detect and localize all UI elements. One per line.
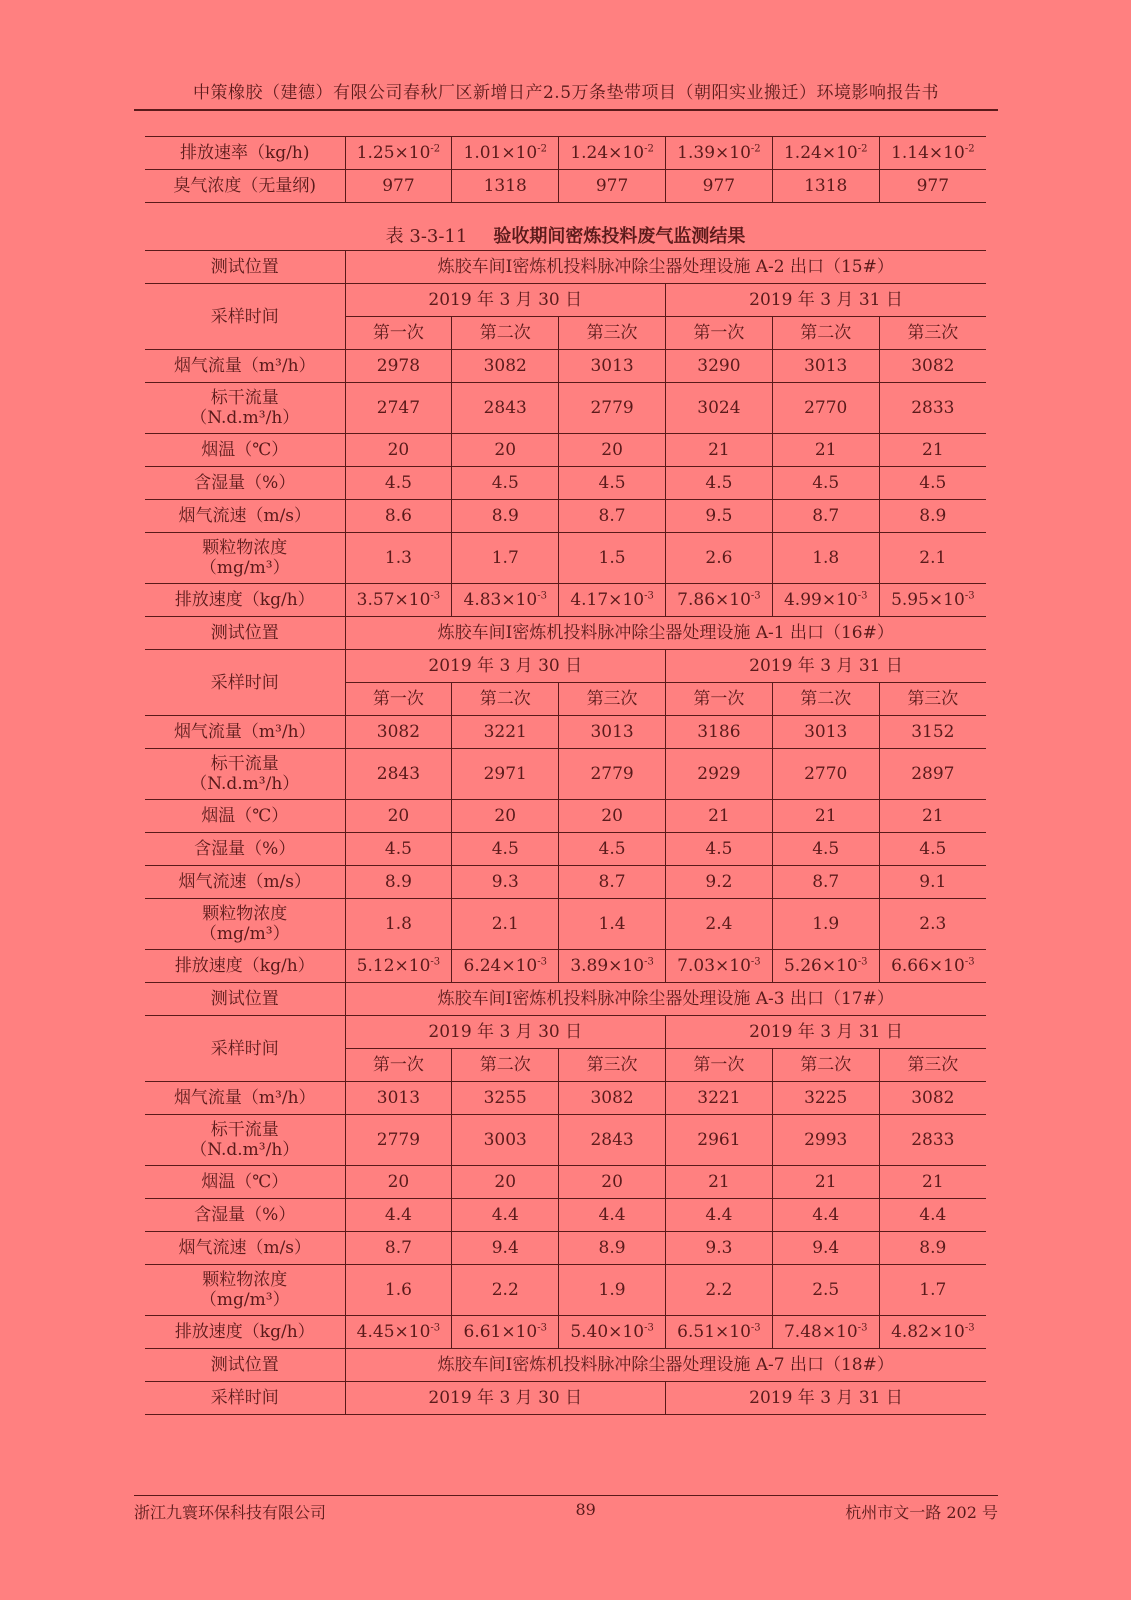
table-row [145,170,986,203]
value-cell: 2.2 [452,1265,559,1316]
table-row [145,1166,986,1199]
value-cell: $5.95\times 10^{-3}$ [879,584,986,617]
value-cell: $3.57\times 10^{-3}$ [345,584,452,617]
value-cell: $4.82\times 10^{-3}$ [879,1316,986,1349]
value-cell: 9.5 [665,500,772,533]
table-row [145,350,986,383]
value-cell: $7.03\times 10^{-3}$ [665,950,772,983]
value-cell: 8.9 [452,500,559,533]
value-cell: $1.14\times 10^{-2}$ [879,137,986,170]
run-cell: 第一次 [345,683,452,716]
value-cell: 8.6 [345,500,452,533]
date-cell: 2019 年 3 月 31 日 [665,1382,986,1415]
value-cell: 4.5 [665,467,772,500]
value-cell: 4.5 [772,467,879,500]
value-cell: 1.7 [879,1265,986,1316]
value-cell: 8.9 [345,866,452,899]
value-cell: 2961 [665,1115,772,1166]
value-cell: $1.25\times 10^{-2}$ [345,137,452,170]
value-cell: 2833 [879,1115,986,1166]
row-label: 排放速度（kg/h） [145,1316,345,1349]
row-label: 烟温（℃） [145,434,345,467]
location-label: 测试位置 [145,1349,345,1382]
value-cell: 9.2 [665,866,772,899]
value-cell: 8.7 [559,500,666,533]
run-cell: 第三次 [879,1049,986,1082]
location-label: 测试位置 [145,617,345,650]
value-cell: 2.5 [772,1265,879,1316]
value-cell: 4.5 [345,833,452,866]
page-number: 89 [575,1500,596,1519]
row-label: 含湿量（%） [145,833,345,866]
value-cell: 2978 [345,350,452,383]
value-cell: 2.4 [665,899,772,950]
exponent: -3 [537,1322,547,1334]
value-cell: 21 [879,800,986,833]
exponent: -2 [430,143,441,155]
value-cell: 9.3 [665,1232,772,1265]
run-cell: 第二次 [452,683,559,716]
value-cell: 3290 [665,350,772,383]
row-label: 标干流量 （N.d.m³/h） [145,749,345,800]
row-label: 排放速度（kg/h） [145,950,345,983]
value-cell: 4.5 [559,833,666,866]
table-row [145,800,986,833]
exponent: -3 [430,1322,441,1334]
date-cell: 2019 年 3 月 30 日 [345,1016,665,1049]
value-cell: 3221 [665,1082,772,1115]
table-row [145,500,986,533]
value-cell: 9.1 [879,866,986,899]
value-cell: 3225 [772,1082,879,1115]
value-cell: 2929 [665,749,772,800]
value-cell: 21 [772,434,879,467]
value-cell: $6.61\times 10^{-3}$ [452,1316,559,1349]
value-cell: 3082 [879,350,986,383]
page-footer [134,1500,998,1523]
value-cell: 2.3 [879,899,986,950]
sample-time-label: 采样时间 [145,1016,345,1082]
value-cell: 977 [879,170,986,203]
exponent: -3 [964,590,975,602]
value-cell: 8.7 [559,866,666,899]
value-cell: $7.86\times 10^{-3}$ [665,584,772,617]
exponent: -2 [537,143,547,155]
value-cell: 8.7 [772,500,879,533]
sample-time-label: 采样时间 [145,1382,345,1415]
value-cell: 21 [879,1166,986,1199]
value-cell: 3082 [345,716,452,749]
sample-time-label: 采样时间 [145,284,345,350]
table-row [145,434,986,467]
value-cell: 20 [559,1166,666,1199]
exponent: -3 [644,590,654,602]
exponent: -3 [750,1322,761,1334]
value-cell: 2843 [559,1115,666,1166]
exponent: -3 [430,956,441,968]
value-cell: 4.5 [879,467,986,500]
exponent: -2 [964,143,975,155]
location-value: 炼胶车间I密炼机投料脉冲除尘器处理设施 A-2 出口（15#） [345,251,986,284]
value-cell: $6.24\times 10^{-3}$ [452,950,559,983]
value-cell: 4.5 [452,833,559,866]
run-cell: 第二次 [772,683,879,716]
table-title: 验收期间密炼投料废气监测结果 [493,226,746,247]
run-cell: 第一次 [345,1049,452,1082]
value-cell: 4.5 [345,467,452,500]
value-cell: 1.7 [452,533,559,584]
value-cell: $7.48\times 10^{-3}$ [772,1316,879,1349]
exponent: -3 [964,956,975,968]
value-cell: 3221 [452,716,559,749]
value-cell: 2993 [772,1115,879,1166]
run-cell: 第一次 [345,317,452,350]
row-label: 标干流量 （N.d.m³/h） [145,1115,345,1166]
value-cell: 3082 [879,1082,986,1115]
value-cell: $5.40\times 10^{-3}$ [559,1316,666,1349]
footer-company: 浙江九寰环保科技有限公司 [134,1503,327,1522]
table-row [145,467,986,500]
exponent: -3 [964,1322,975,1334]
page-header: 中策橡胶（建德）有限公司春秋厂区新增日产2.5万条垫带项目（朝阳实业搬迁）环境影响报告书 [134,78,998,111]
location-label: 测试位置 [145,251,345,284]
value-cell: $5.12\times 10^{-3}$ [345,950,452,983]
value-cell: 8.9 [879,500,986,533]
value-cell: 9.4 [452,1232,559,1265]
row-label: 标干流量 （N.d.m³/h） [145,383,345,434]
table-row [145,899,986,950]
value-cell: 21 [665,434,772,467]
date-cell: 2019 年 3 月 30 日 [345,1382,665,1415]
exponent: -3 [857,956,868,968]
value-cell: 21 [772,800,879,833]
value-cell: 4.5 [772,833,879,866]
value-cell: 3082 [452,350,559,383]
value-cell: 4.5 [559,467,666,500]
table-row [145,137,986,170]
exponent: -2 [857,143,868,155]
value-cell: 2770 [772,383,879,434]
value-cell: 1.8 [772,533,879,584]
exponent: -2 [750,143,761,155]
table-number: 表 3-3-11 [385,226,468,247]
continued-table [145,136,986,203]
run-cell: 第二次 [452,1049,559,1082]
value-cell: $6.66\times 10^{-3}$ [879,950,986,983]
value-cell: 4.5 [879,833,986,866]
location-row [145,983,986,1016]
value-cell: $1.24\times 10^{-2}$ [559,137,666,170]
sample-date-row [145,284,986,317]
sample-date-row [145,1016,986,1049]
row-label: 颗粒物浓度 （mg/m³） [145,1265,345,1316]
value-cell: 2747 [345,383,452,434]
table-caption [145,222,986,248]
date-cell: 2019 年 3 月 30 日 [345,284,665,317]
row-label: 烟温（℃） [145,1166,345,1199]
value-cell: 2843 [452,383,559,434]
value-cell: $1.39\times 10^{-2}$ [665,137,772,170]
value-cell: 4.4 [772,1199,879,1232]
sample-time-label: 采样时间 [145,650,345,716]
table-row [145,1232,986,1265]
exponent: -2 [644,143,654,155]
location-value: 炼胶车间I密炼机投料脉冲除尘器处理设施 A-7 出口（18#） [345,1349,986,1382]
value-cell: 2779 [345,1115,452,1166]
run-cell: 第一次 [665,317,772,350]
row-label: 颗粒物浓度 （mg/m³） [145,533,345,584]
location-row [145,1349,986,1382]
value-cell: 2843 [345,749,452,800]
row-label: 排放速度（kg/h） [145,584,345,617]
value-cell: 3013 [559,350,666,383]
row-label: 含湿量（%） [145,1199,345,1232]
run-cell: 第二次 [772,317,879,350]
row-label: 烟气流量（m³/h） [145,1082,345,1115]
exponent: -3 [644,1322,654,1334]
value-cell: $1.24\times 10^{-2}$ [772,137,879,170]
exponent: -3 [750,956,761,968]
value-cell: 20 [345,1166,452,1199]
table-row [145,1115,986,1166]
location-value: 炼胶车间I密炼机投料脉冲除尘器处理设施 A-3 出口（17#） [345,983,986,1016]
row-label: 烟温（℃） [145,800,345,833]
value-cell: 4.4 [452,1199,559,1232]
date-cell: 2019 年 3 月 31 日 [665,284,986,317]
value-cell: 9.3 [452,866,559,899]
value-cell: 20 [345,434,452,467]
value-cell: 1318 [772,170,879,203]
value-cell: 1.5 [559,533,666,584]
value-cell: 3013 [772,350,879,383]
value-cell: 4.5 [665,833,772,866]
value-cell: 2.6 [665,533,772,584]
exponent: -3 [537,590,547,602]
value-cell: 2971 [452,749,559,800]
value-cell: 3013 [559,716,666,749]
monitoring-table [145,250,986,1415]
row-label: 排放速率（kg/h) [145,137,345,170]
value-cell: 977 [345,170,452,203]
row-label: 含湿量（%） [145,467,345,500]
value-cell: $4.99\times 10^{-3}$ [772,584,879,617]
run-cell: 第三次 [559,1049,666,1082]
value-cell: 2.1 [452,899,559,950]
value-cell: 4.4 [559,1199,666,1232]
value-cell: 20 [452,800,559,833]
table-row [145,1082,986,1115]
value-cell: 2.1 [879,533,986,584]
table-row [145,383,986,434]
value-cell: 1318 [452,170,559,203]
run-cell: 第二次 [452,317,559,350]
date-cell: 2019 年 3 月 30 日 [345,650,665,683]
value-cell: 4.4 [879,1199,986,1232]
run-cell: 第一次 [665,1049,772,1082]
value-cell: 3003 [452,1115,559,1166]
value-cell: 3186 [665,716,772,749]
value-cell: 4.4 [665,1199,772,1232]
value-cell: 1.9 [559,1265,666,1316]
date-cell: 2019 年 3 月 31 日 [665,1016,986,1049]
value-cell: $1.01\times 10^{-2}$ [452,137,559,170]
table-row [145,584,986,617]
value-cell: 2779 [559,749,666,800]
value-cell: 1.9 [772,899,879,950]
sample-date-row [145,650,986,683]
value-cell: 8.7 [772,866,879,899]
value-cell: 977 [665,170,772,203]
value-cell: $3.89\times 10^{-3}$ [559,950,666,983]
value-cell: 3013 [345,1082,452,1115]
value-cell: 21 [772,1166,879,1199]
row-label: 臭气浓度（无量纲) [145,170,345,203]
value-cell: 2833 [879,383,986,434]
table-row [145,950,986,983]
value-cell: $4.17\times 10^{-3}$ [559,584,666,617]
table-row [145,833,986,866]
value-cell: $6.51\times 10^{-3}$ [665,1316,772,1349]
value-cell: $4.45\times 10^{-3}$ [345,1316,452,1349]
value-cell: 2770 [772,749,879,800]
exponent: -3 [857,590,868,602]
row-label: 烟气流速（m/s） [145,1232,345,1265]
value-cell: 1.6 [345,1265,452,1316]
location-label: 测试位置 [145,983,345,1016]
value-cell: 21 [665,800,772,833]
location-value: 炼胶车间I密炼机投料脉冲除尘器处理设施 A-1 出口（16#） [345,617,986,650]
exponent: -3 [750,590,761,602]
value-cell: 8.9 [559,1232,666,1265]
value-cell: 3152 [879,716,986,749]
location-row [145,251,986,284]
location-row [145,617,986,650]
value-cell: 3255 [452,1082,559,1115]
value-cell: 2779 [559,383,666,434]
table-row [145,1199,986,1232]
value-cell: 4.4 [345,1199,452,1232]
value-cell: 21 [879,434,986,467]
value-cell: 977 [559,170,666,203]
value-cell: 2897 [879,749,986,800]
sample-date-row [145,1382,986,1415]
table-row [145,716,986,749]
footer-rule [134,1495,998,1496]
date-cell: 2019 年 3 月 31 日 [665,650,986,683]
exponent: -3 [644,956,654,968]
table-row [145,749,986,800]
run-cell: 第三次 [559,317,666,350]
footer-address: 杭州市文一路 202 号 [845,1503,998,1522]
value-cell: 9.4 [772,1232,879,1265]
table-row [145,1265,986,1316]
run-cell: 第三次 [879,317,986,350]
table-row [145,1316,986,1349]
value-cell: $5.26\times 10^{-3}$ [772,950,879,983]
value-cell: 1.3 [345,533,452,584]
value-cell: 2.2 [665,1265,772,1316]
value-cell: 1.4 [559,899,666,950]
exponent: -3 [430,590,441,602]
row-label: 烟气流量（m³/h） [145,716,345,749]
value-cell: 1.8 [345,899,452,950]
value-cell: 20 [345,800,452,833]
value-cell: 21 [665,1166,772,1199]
value-cell: 8.7 [345,1232,452,1265]
row-label: 烟气流速（m/s） [145,866,345,899]
row-label: 烟气流速（m/s） [145,500,345,533]
run-cell: 第二次 [772,1049,879,1082]
run-cell: 第三次 [559,683,666,716]
row-label: 烟气流量（m³/h） [145,350,345,383]
value-cell: 3024 [665,383,772,434]
value-cell: 8.9 [879,1232,986,1265]
exponent: -3 [537,956,547,968]
value-cell: 4.5 [452,467,559,500]
row-label: 颗粒物浓度 （mg/m³） [145,899,345,950]
exponent: -3 [857,1322,868,1334]
table-row [145,533,986,584]
value-cell: 20 [452,434,559,467]
value-cell: $4.83\times 10^{-3}$ [452,584,559,617]
value-cell: 20 [452,1166,559,1199]
value-cell: 3013 [772,716,879,749]
table-row [145,866,986,899]
run-cell: 第三次 [879,683,986,716]
value-cell: 20 [559,800,666,833]
value-cell: 20 [559,434,666,467]
run-cell: 第一次 [665,683,772,716]
value-cell: 3082 [559,1082,666,1115]
